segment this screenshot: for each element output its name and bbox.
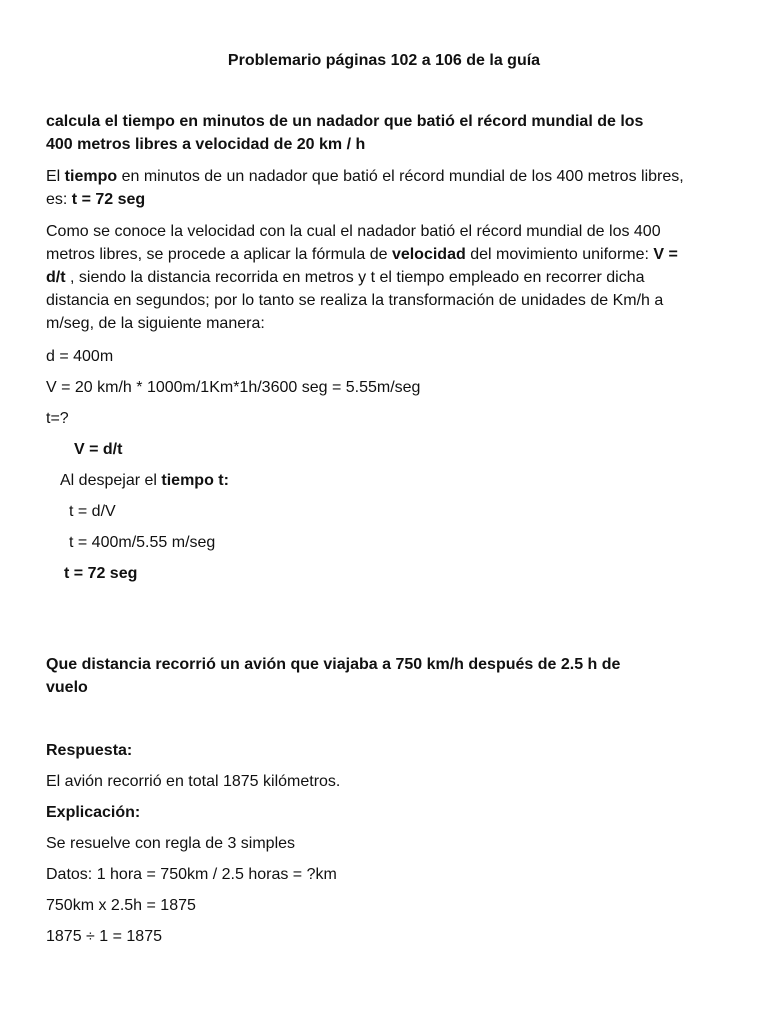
answer-text-d: es: [46, 191, 72, 208]
v-line: V = 20 km/h * 1000m/1Km*1h/3600 seg = 5.55m/seg [46, 379, 421, 396]
problem1-question-line1: calcula el tiempo en minutos de un nadador que batió el récord mundial de los [46, 113, 644, 130]
answer-result-bold: t = 72 seg [71, 191, 146, 208]
despejar-text: Al despejar el [60, 472, 162, 489]
explicacion-line1: Se resuelve con regla de 3 simples [46, 835, 296, 852]
expl-line1: Como se conoce la velocidad con la cual el nadador batió el récord mundial de los 400 [46, 223, 661, 240]
problem1-answer-line2 [46, 188, 726, 211]
expl-2a: metros libres, se procede a aplicar la fórmula de [46, 246, 392, 263]
expl-2c: del movimiento uniforme: [465, 246, 654, 263]
answer-text-a: El [46, 168, 65, 185]
expl-formula-bold: V = [653, 246, 678, 263]
despejar-line [60, 469, 740, 492]
t-formula-line: t = d/V [69, 503, 116, 520]
problem2-question-line1: Que distancia recorrió un avión que viajaba a 750 km/h después de 2.5 h de [46, 656, 621, 673]
respuesta-text: El avión recorrió en total 1875 kilómetros. [46, 773, 341, 790]
formula-line: V = d/t [74, 441, 123, 458]
answer-tiempo-bold: tiempo [64, 168, 118, 185]
d-line: d = 400m [46, 348, 114, 365]
respuesta-label: Respuesta: [46, 742, 133, 759]
expl-3b: , siendo la distancia recorrida en metros y t el tiempo empleado en recorrer dicha [65, 269, 645, 286]
problem1-answer [46, 165, 726, 211]
page-title: Problemario páginas 102 a 106 de la guía [227, 52, 541, 69]
problem1-explanation [46, 220, 726, 335]
problem2-question [46, 653, 726, 699]
answer-text-c: en minutos de un nadador que batió el récord mundial de los 400 metros libres, [117, 168, 684, 185]
explicacion-line2: Datos: 1 hora = 750km / 2.5 horas = ?km [46, 866, 337, 883]
expl-dt-bold: d/t [46, 269, 66, 286]
problem2-question-line2: vuelo [46, 679, 88, 696]
problem1-question [46, 110, 726, 156]
explicacion-label: Explicación: [46, 804, 141, 821]
expl-line2 [46, 243, 726, 266]
explicacion-line3: 750km x 2.5h = 1875 [46, 897, 196, 914]
t-result-line: t = 72 seg [64, 565, 138, 582]
expl-line5: m/seg, de la siguiente manera: [46, 315, 265, 332]
t-line: t=? [46, 410, 69, 427]
explicacion-line4: 1875 ÷ 1 = 1875 [46, 928, 162, 945]
problem1-answer-line1 [46, 165, 726, 188]
t-calc-line: t = 400m/5.55 m/seg [69, 534, 216, 551]
problem1-question-line2: 400 metros libres a velocidad de 20 km / h [46, 136, 366, 153]
expl-velocidad-bold: velocidad [391, 246, 466, 263]
despejar-bold: tiempo t: [161, 472, 229, 489]
expl-line4: distancia en segundos; por lo tanto se realiza la transformación de unidades de Km/h a [46, 292, 664, 309]
expl-line3 [46, 266, 726, 289]
